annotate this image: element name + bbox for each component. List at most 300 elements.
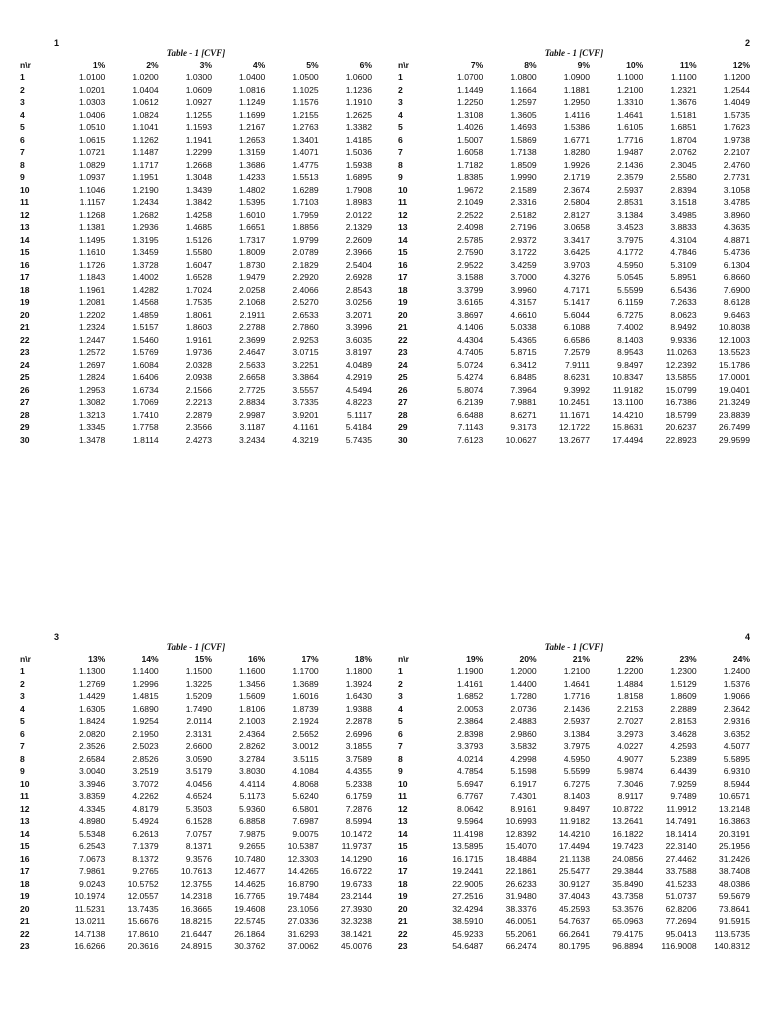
factor-cell: 5.0338: [510, 322, 537, 332]
table-row: [398, 928, 750, 941]
factor-cell: 30.9127: [558, 878, 590, 889]
period-label: 17: [398, 272, 408, 282]
factor-cell: 11.1671: [559, 409, 590, 420]
table-row: [20, 678, 372, 691]
factor-cell: 2.3642: [723, 703, 750, 714]
factor-cell: 1.3082: [79, 397, 106, 407]
rate-header: 12%: [732, 60, 750, 70]
table-row: [398, 296, 750, 309]
factor-cell: 2.9372: [510, 234, 537, 245]
factor-cell: 6.1159: [617, 297, 644, 307]
factor-cell: 7.1379: [132, 841, 159, 851]
factor-cell: 1.3842: [185, 197, 212, 207]
factor-cell: 11.9182: [612, 384, 644, 395]
factor-cell: 6.1759: [345, 791, 372, 801]
factor-cell: 3.5557: [292, 384, 319, 395]
factor-cell: 14.4265: [287, 866, 319, 876]
factor-cell: 6.9310: [723, 766, 750, 776]
factor-cell: 7.2876: [345, 803, 372, 814]
factor-cell: 4.5077: [723, 741, 750, 751]
factor-cell: 17.4494: [612, 434, 644, 445]
factor-cell: 1.5181: [670, 109, 697, 120]
factor-cell: 1.3728: [132, 259, 159, 270]
table-title: Table - 1 [CVF]: [166, 48, 226, 58]
factor-cell: 62.8206: [665, 903, 697, 914]
factor-cell: 2.7725: [239, 384, 266, 395]
factor-cell: 1.8280: [563, 147, 590, 157]
factor-cell: 2.1436: [563, 703, 590, 714]
factor-cell: 5.1417: [563, 297, 590, 307]
table-row: [20, 371, 372, 384]
table-row: [20, 828, 372, 841]
factor-cell: 29.3844: [612, 866, 644, 876]
factor-cell: 2.8262: [239, 741, 266, 751]
table-row: [398, 359, 750, 372]
factor-cell: 3.2434: [239, 434, 266, 445]
period-label: 2: [398, 678, 403, 689]
factor-cell: 5.5895: [723, 753, 750, 764]
factor-cell: 1.5938: [345, 159, 372, 170]
factor-cell: 8.0642: [457, 803, 484, 814]
factor-cell: 2.9860: [510, 728, 537, 739]
factor-cell: 1.5209: [185, 691, 212, 701]
factor-cell: 4.0214: [457, 753, 484, 764]
period-label: 9: [20, 766, 25, 776]
table-row: [20, 184, 372, 197]
factor-cell: 1.1200: [723, 72, 750, 82]
factor-cell: 3.1722: [510, 247, 537, 257]
factor-cell: 1.9990: [510, 172, 537, 182]
factor-cell: 1.2697: [79, 359, 106, 370]
table-row: [20, 309, 372, 322]
factor-cell: 4.4304: [457, 334, 484, 345]
table-row: [398, 159, 750, 172]
table-title: Table - 1 [CVF]: [166, 642, 226, 652]
factor-cell: 3.7975: [617, 234, 644, 245]
factor-cell: 1.4641: [563, 678, 590, 689]
corner-label: n\r: [20, 654, 31, 664]
factor-cell: 1.3478: [79, 434, 106, 445]
factor-cell: 5.1598: [510, 766, 537, 776]
table-row: [398, 865, 750, 878]
period-label: 8: [398, 753, 403, 764]
factor-cell: 1.7280: [510, 691, 537, 701]
factor-cell: 3.3793: [457, 741, 484, 751]
factor-cell: 3.1518: [670, 197, 697, 207]
table-row: [20, 246, 372, 259]
factor-cell: 16.7765: [234, 891, 266, 901]
factor-cell: 4.5950: [617, 259, 644, 270]
factor-cell: 16.1715: [452, 853, 484, 864]
factor-cell: 19.2441: [452, 866, 484, 876]
factor-cell: 5.1173: [239, 791, 266, 801]
factor-cell: 2.0938: [185, 372, 212, 382]
factor-cell: 1.4002: [132, 272, 159, 282]
factor-cell: 1.3459: [132, 247, 159, 257]
factor-cell: 3.9201: [292, 409, 319, 420]
factor-cell: 30.3762: [234, 941, 266, 951]
factor-cell: 1.1951: [132, 172, 159, 182]
factor-cell: 2.0328: [185, 359, 212, 370]
factor-cell: 2.8834: [239, 397, 266, 407]
factor-cell: 38.7408: [718, 866, 750, 876]
factor-cell: 2.3674: [563, 184, 590, 195]
factor-cell: 1.3345: [79, 422, 106, 432]
factor-cell: 1.2653: [239, 134, 266, 145]
factor-cell: 2.1068: [239, 297, 266, 307]
rate-header: 20%: [519, 654, 537, 664]
factor-cell: 1.8983: [345, 197, 372, 207]
factor-cell: 25.5477: [558, 866, 590, 876]
factor-cell: 6.8485: [510, 372, 537, 382]
period-label: 2: [20, 678, 25, 689]
period-label: 11: [398, 197, 408, 207]
factor-cell: 4.3104: [670, 234, 697, 245]
factor-cell: 4.0489: [345, 359, 372, 370]
factor-cell: 3.4628: [670, 728, 697, 739]
factor-cell: 1.9736: [185, 347, 212, 357]
factor-cell: 3.4259: [510, 259, 537, 270]
table-row: [20, 284, 372, 297]
factor-cell: 1.5735: [723, 109, 750, 120]
period-label: 16: [20, 259, 30, 270]
factor-cell: 4.6610: [510, 309, 537, 320]
factor-cell: 3.8697: [457, 309, 484, 320]
table-row: [398, 703, 750, 716]
factor-cell: 1.0201: [79, 84, 106, 95]
factor-cell: 6.3412: [510, 359, 537, 370]
factor-cell: 6.6488: [457, 409, 484, 420]
factor-cell: 3.8960: [723, 209, 750, 220]
factor-cell: 1.3401: [292, 134, 319, 145]
factor-cell: 2.5023: [132, 741, 159, 751]
factor-cell: 14.1290: [340, 853, 372, 864]
factor-cell: 2.8153: [670, 716, 697, 726]
factor-cell: 1.4685: [185, 222, 212, 232]
period-label: 17: [398, 866, 408, 876]
rate-header: 14%: [141, 654, 159, 664]
factor-cell: 1.3108: [457, 109, 484, 120]
table-row: [20, 159, 372, 172]
factor-cell: 3.1588: [457, 272, 484, 282]
period-label: 16: [20, 853, 30, 864]
factor-cell: 18.5799: [665, 409, 697, 420]
table-row: [398, 334, 750, 347]
rate-header: 10%: [626, 60, 644, 70]
factor-cell: 1.4233: [239, 172, 266, 182]
table-title: Table - 1 [CVF]: [544, 48, 604, 58]
period-label: 20: [398, 309, 408, 320]
factor-cell: 1.0721: [79, 147, 106, 157]
factor-cell: 41.5233: [665, 878, 697, 889]
factor-cell: 2.1003: [239, 716, 266, 726]
factor-cell: 1.7410: [132, 409, 159, 420]
factor-cell: 1.5609: [239, 691, 266, 701]
period-label: 15: [398, 841, 408, 851]
rate-header: 8%: [524, 60, 537, 70]
table-row: [20, 209, 372, 222]
factor-cell: 3.5115: [292, 753, 319, 764]
factor-cell: 1.7535: [185, 297, 212, 307]
factor-cell: 22.1861: [505, 866, 537, 876]
factor-cell: 1.0700: [457, 72, 484, 82]
factor-cell: 6.2543: [79, 841, 106, 851]
period-label: 5: [398, 716, 403, 726]
factor-cell: 1.3048: [185, 172, 212, 182]
table-row: [398, 840, 750, 853]
factor-cell: 2.4066: [292, 284, 319, 295]
factor-cell: 116.9008: [661, 941, 697, 951]
factor-cell: 51.0737: [665, 891, 697, 901]
factor-cell: 3.2251: [292, 359, 319, 370]
table-header-row: [20, 653, 372, 665]
factor-cell: 19.7423: [612, 841, 644, 851]
period-label: 22: [398, 334, 408, 345]
factor-cell: 1.7716: [617, 134, 644, 145]
period-label: 1: [20, 72, 25, 82]
table-row: [20, 928, 372, 941]
factor-cell: 1.0829: [79, 159, 106, 170]
factor-cell: 1.8609: [670, 691, 697, 701]
factor-cell: 1.2996: [132, 678, 159, 689]
table-row: [398, 765, 750, 778]
period-label: 11: [398, 791, 408, 801]
factor-cell: 5.4184: [345, 422, 372, 432]
factor-cell: 1.3213: [79, 409, 106, 420]
factor-cell: 9.3992: [563, 384, 590, 395]
factor-cell: 7.3964: [510, 384, 537, 395]
factor-cell: 1.9926: [563, 159, 590, 170]
factor-cell: 2.6928: [345, 272, 372, 282]
factor-cell: 4.0456: [185, 778, 212, 789]
factor-cell: 3.7589: [345, 753, 372, 764]
factor-cell: 1.1910: [345, 97, 372, 107]
period-label: 3: [20, 97, 25, 107]
factor-cell: 13.7435: [127, 903, 159, 914]
factor-cell: 2.5785: [457, 234, 484, 245]
factor-cell: 1.1400: [132, 666, 159, 676]
period-label: 13: [398, 816, 408, 826]
factor-cell: 8.9543: [617, 347, 644, 357]
factor-cell: 3.0256: [345, 297, 372, 307]
factor-cell: 12.4677: [234, 866, 266, 876]
factor-cell: 1.2250: [457, 97, 484, 107]
factor-cell: 2.7196: [510, 222, 537, 232]
factor-cell: 32.3238: [340, 916, 372, 926]
factor-cell: 1.4282: [132, 284, 159, 295]
table-row: [398, 384, 750, 397]
factor-cell: 9.8497: [563, 803, 590, 814]
factor-cell: 1.4026: [457, 122, 484, 132]
factor-cell: 1.1600: [239, 666, 266, 676]
factor-cell: 21.6447: [180, 928, 212, 939]
period-label: 10: [20, 778, 30, 789]
rate-header: 13%: [88, 654, 106, 664]
factor-cell: 8.5994: [345, 816, 372, 826]
period-label: 18: [398, 878, 408, 889]
factor-cell: 66.2474: [505, 941, 537, 951]
factor-cell: 12.1722: [558, 422, 590, 432]
factor-cell: 10.6571: [718, 791, 750, 801]
factor-cell: 1.6058: [457, 147, 484, 157]
rate-header: 21%: [572, 654, 590, 664]
period-label: 11: [20, 197, 30, 207]
factor-cell: 3.2519: [132, 766, 159, 776]
factor-cell: 8.1403: [563, 791, 590, 801]
factor-cell: 1.0800: [510, 72, 537, 82]
period-label: 16: [398, 853, 408, 864]
factor-cell: 10.6993: [505, 816, 537, 826]
factor-cell: 1.3605: [510, 109, 537, 120]
factor-cell: 1.5769: [132, 347, 159, 357]
cvf-table: [20, 59, 372, 446]
factor-cell: 16.7386: [665, 397, 697, 407]
factor-cell: 1.0937: [79, 172, 106, 182]
table-row: [20, 803, 372, 816]
factor-cell: 2.5804: [563, 197, 590, 207]
factor-cell: 1.2447: [79, 334, 106, 345]
period-label: 10: [398, 778, 408, 789]
factor-cell: 3.1384: [617, 209, 644, 220]
factor-cell: 2.7860: [292, 322, 319, 332]
factor-cell: 8.6128: [723, 297, 750, 307]
factor-cell: 13.5895: [452, 841, 484, 851]
factor-cell: 38.5910: [452, 916, 484, 926]
factor-cell: 2.0736: [510, 703, 537, 714]
factor-cell: 2.9316: [723, 716, 750, 726]
table-header-row: [20, 59, 372, 71]
factor-cell: 1.7317: [239, 234, 266, 245]
factor-cell: 1.1593: [185, 122, 212, 132]
table-row: [398, 371, 750, 384]
factor-cell: 1.9799: [292, 234, 319, 245]
factor-cell: 3.2784: [239, 753, 266, 764]
period-label: 6: [20, 728, 25, 739]
factor-cell: 1.8106: [239, 703, 266, 714]
factor-cell: 8.6231: [563, 372, 590, 382]
factor-cell: 1.1881: [563, 84, 590, 95]
factor-cell: 1.5007: [457, 134, 484, 145]
factor-cell: 7.9861: [79, 866, 106, 876]
factor-cell: 11.9912: [666, 803, 697, 814]
factor-cell: 2.1329: [345, 222, 372, 232]
factor-cell: 3.8833: [670, 222, 697, 232]
table-row: [398, 409, 750, 422]
factor-cell: 1.6047: [185, 259, 212, 270]
table-row: [398, 109, 750, 122]
factor-cell: 2.3699: [239, 334, 266, 345]
factor-cell: 1.1100: [670, 72, 697, 82]
factor-cell: 3.4985: [670, 209, 697, 220]
period-label: 23: [398, 347, 408, 357]
factor-cell: 1.2597: [510, 97, 537, 107]
factor-cell: 1.2950: [563, 97, 590, 107]
factor-cell: 1.1381: [79, 222, 106, 232]
table-row: [398, 790, 750, 803]
factor-cell: 9.8497: [617, 359, 644, 370]
factor-cell: 45.2593: [558, 903, 590, 914]
factor-cell: 4.3276: [563, 272, 590, 282]
factor-cell: 16.6266: [74, 941, 106, 951]
factor-cell: 22.8923: [665, 434, 697, 445]
factor-cell: 10.7613: [180, 866, 212, 876]
table-row: [20, 259, 372, 272]
factor-cell: 1.1236: [345, 84, 372, 95]
factor-cell: 4.7846: [670, 247, 697, 257]
factor-cell: 2.8394: [670, 184, 697, 195]
factor-cell: 29.9599: [718, 434, 750, 445]
table-row: [20, 321, 372, 334]
factor-cell: 1.1249: [239, 97, 266, 107]
factor-cell: 1.0500: [292, 72, 319, 82]
period-label: 3: [20, 691, 25, 701]
factor-cell: 10.1472: [340, 828, 372, 839]
factor-cell: 1.3310: [617, 97, 644, 107]
factor-cell: 8.1372: [132, 853, 159, 864]
table-row: [398, 121, 750, 134]
factor-cell: 1.9672: [457, 184, 484, 195]
table-row: [20, 740, 372, 753]
factor-cell: 1.2081: [79, 297, 106, 307]
factor-cell: 1.4258: [185, 209, 212, 220]
factor-cell: 2.5937: [563, 716, 590, 726]
factor-cell: 43.7358: [612, 891, 644, 901]
factor-cell: 1.2300: [670, 666, 697, 676]
factor-cell: 1.8114: [133, 434, 159, 445]
period-label: 21: [20, 916, 30, 926]
factor-cell: 14.4210: [612, 409, 644, 420]
period-label: 12: [20, 803, 30, 814]
period-label: 20: [398, 903, 408, 914]
factor-cell: 4.4114: [239, 778, 266, 789]
factor-cell: 3.0658: [563, 222, 590, 232]
factor-cell: 3.8197: [345, 347, 372, 357]
period-label: 1: [20, 666, 25, 676]
factor-cell: 4.1406: [457, 322, 484, 332]
table-row: [398, 234, 750, 247]
factor-cell: 1.4116: [564, 109, 590, 120]
factor-cell: 1.1262: [132, 134, 159, 145]
factor-cell: 15.1786: [718, 359, 750, 370]
factor-cell: 1.6528: [185, 272, 212, 282]
factor-cell: 1.9388: [345, 703, 372, 714]
factor-cell: 14.4210: [558, 828, 590, 839]
period-label: 12: [20, 209, 30, 220]
factor-cell: 9.2765: [132, 866, 159, 876]
table-row: [20, 940, 372, 953]
factor-cell: 10.1974: [74, 891, 106, 901]
period-label: 29: [398, 422, 408, 432]
period-label: 9: [398, 172, 403, 182]
table-row: [20, 171, 372, 184]
table-row: [20, 296, 372, 309]
factor-cell: 1.2190: [132, 184, 159, 195]
factor-cell: 1.2000: [510, 666, 537, 676]
period-label: 23: [20, 941, 30, 951]
table-row: [398, 71, 750, 84]
factor-cell: 95.0413: [665, 928, 697, 939]
period-label: 25: [20, 372, 30, 382]
period-label: 28: [398, 409, 408, 420]
factor-cell: 2.6584: [79, 753, 106, 764]
table-row: [398, 259, 750, 272]
table-row: [398, 778, 750, 791]
factor-cell: 1.7908: [345, 184, 372, 195]
factor-cell: 3.7335: [292, 397, 319, 407]
table-row: [398, 890, 750, 903]
factor-cell: 3.2071: [345, 309, 372, 320]
factor-cell: 9.7489: [670, 791, 697, 801]
